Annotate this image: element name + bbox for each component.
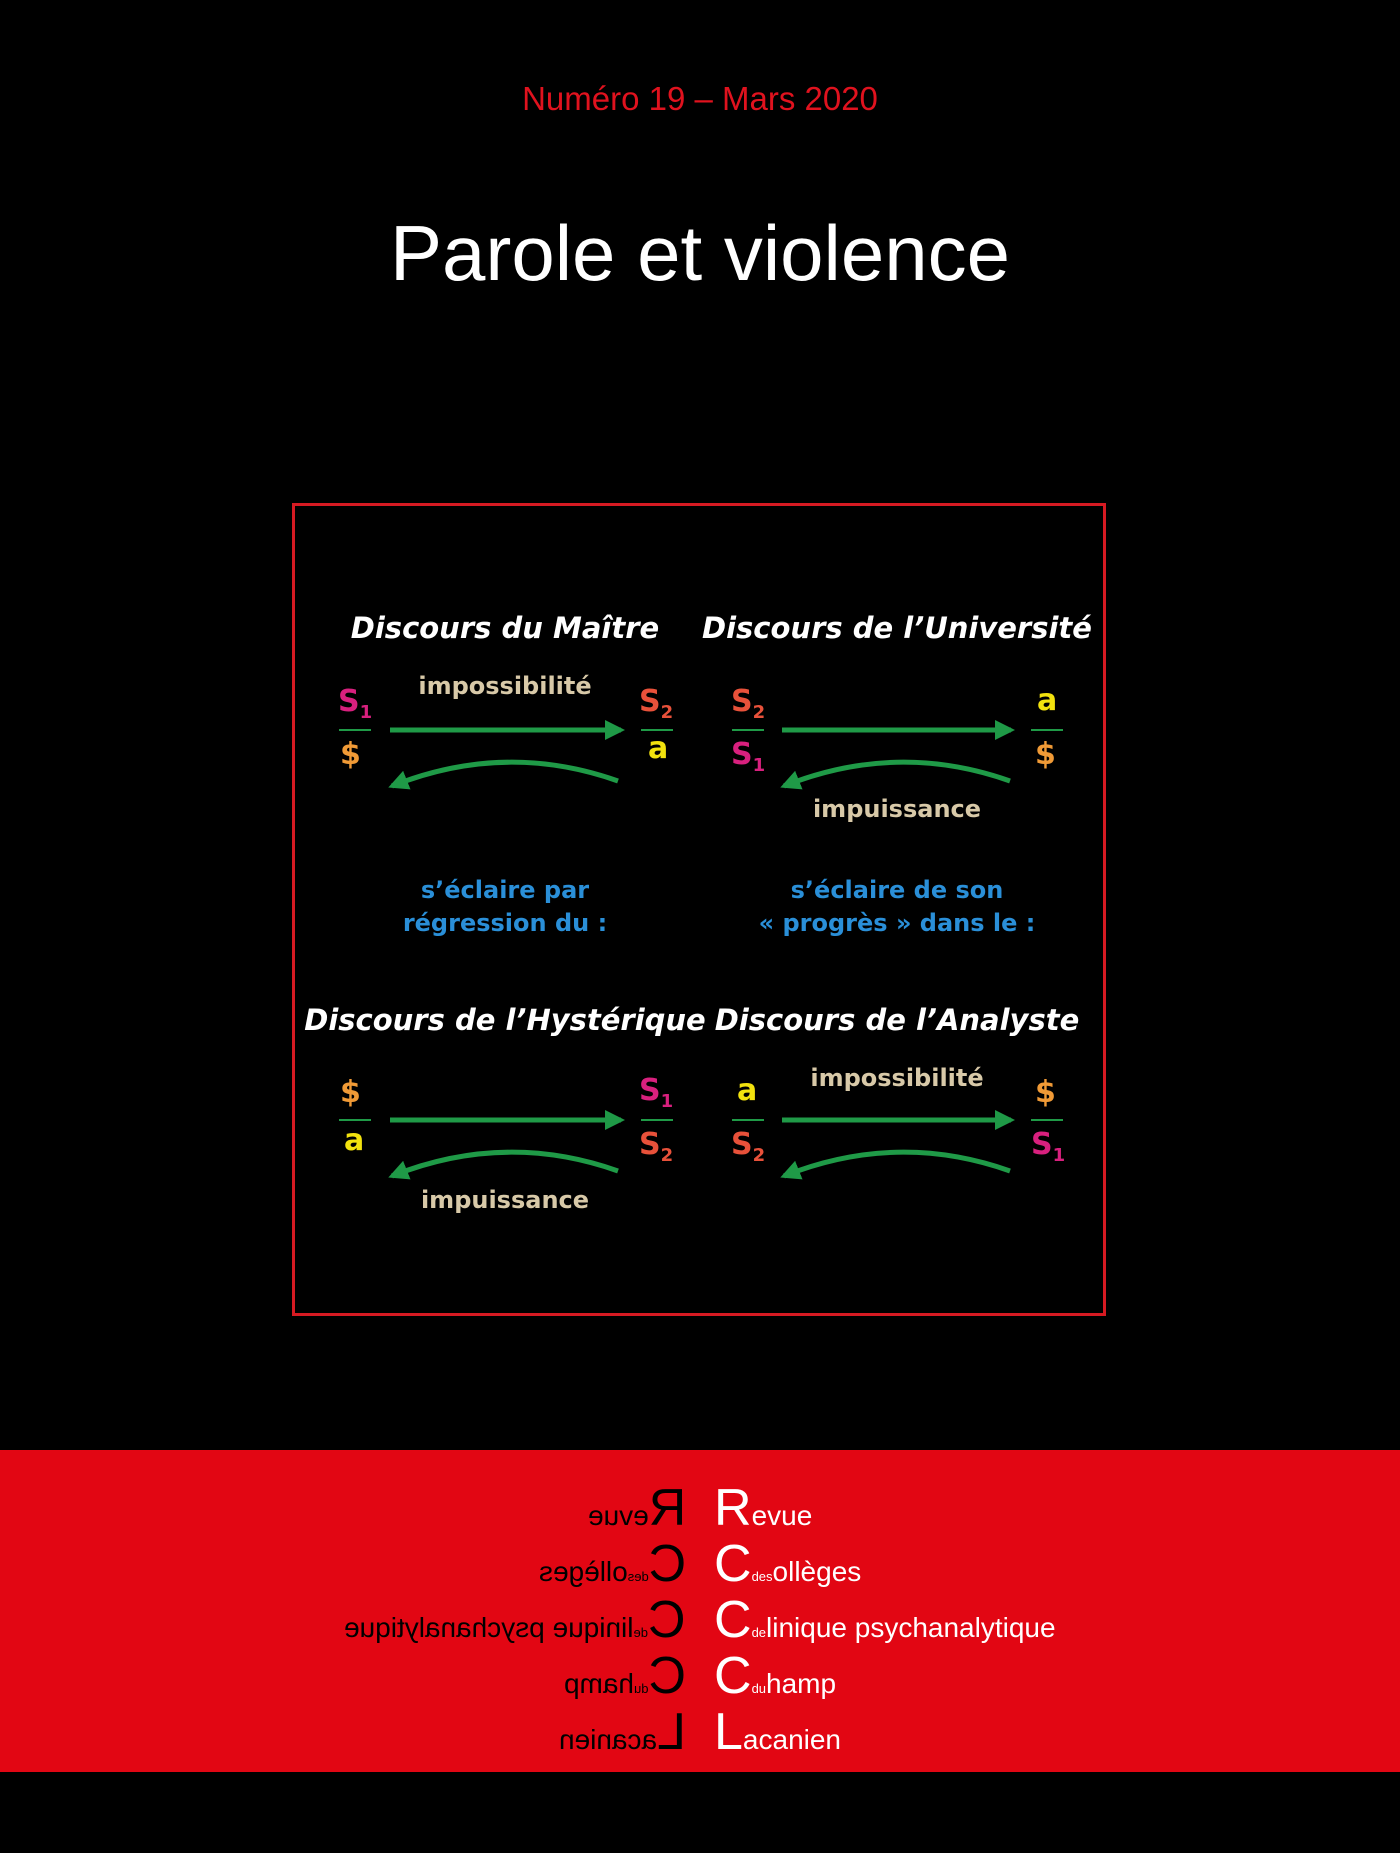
master-S1: $S_1$ xyxy=(338,684,373,723)
analyst-label: impossibilité xyxy=(810,1064,984,1092)
logo-particle: de xyxy=(633,1625,649,1640)
logo-text-mirrored xyxy=(344,1592,686,1648)
logo-initial: C xyxy=(714,1591,752,1649)
logo-particle: de xyxy=(751,1625,767,1640)
hysteric-arrow-bottom xyxy=(392,1152,618,1176)
logo-row xyxy=(0,1536,1400,1592)
hysteric-barred-s: $ xyxy=(340,1075,361,1110)
logo-particle: du xyxy=(633,1681,649,1696)
analyst-arrow-bottom xyxy=(784,1152,1010,1176)
logo-initial: L xyxy=(657,1703,686,1761)
master-barred-s: $ xyxy=(340,737,361,772)
analyst-title: Discours de l’Analyste xyxy=(714,1003,1080,1037)
university-S1: $S_1$ xyxy=(731,737,766,776)
logo-initial: R xyxy=(714,1479,752,1537)
hysteric-label: impuissance xyxy=(420,1186,590,1214)
analyst-S1: $S_1$ xyxy=(1031,1127,1066,1166)
university-title: Discours de l’Université xyxy=(702,611,1092,645)
logo-initial: C xyxy=(714,1535,752,1593)
cover-title: Parole et violence xyxy=(389,209,1011,297)
analyst-S2: $S_2$ xyxy=(731,1127,766,1166)
logo-mirror xyxy=(0,1536,686,1592)
logo-row xyxy=(0,1592,1400,1648)
logo-particle: des xyxy=(627,1569,649,1584)
logo-particle: du xyxy=(751,1681,767,1696)
logo-text xyxy=(714,1648,836,1704)
logo-mirror xyxy=(0,1480,686,1536)
link-left-line2: régression du : xyxy=(402,909,608,937)
logo-initial: C xyxy=(648,1647,686,1705)
hysteric-title: Discours de l’Hystérique xyxy=(304,1003,706,1037)
logo-initial: L xyxy=(714,1703,743,1761)
discourse-diagram-svg xyxy=(295,506,1103,1313)
logo-word: hamp xyxy=(563,1668,634,1699)
logo-word: evue xyxy=(751,1500,813,1531)
logo-band xyxy=(0,1450,1400,1772)
university-barred-s: $ xyxy=(1035,737,1056,772)
logo-word: acanien xyxy=(742,1724,842,1755)
logo-text-mirrored xyxy=(588,1480,686,1536)
master-title: Discours du Maître xyxy=(350,611,660,645)
logo-particle: des xyxy=(751,1569,773,1584)
logo-text xyxy=(714,1592,1056,1648)
logo-word: linique psychanalytique xyxy=(766,1612,1056,1643)
logo-word: acanien xyxy=(558,1724,658,1755)
logo-text xyxy=(714,1536,861,1592)
master-arrow-bottom xyxy=(392,762,618,786)
logo-word: hamp xyxy=(766,1668,837,1699)
university-S2: $S_2$ xyxy=(731,684,766,723)
logo-initial: C xyxy=(714,1647,752,1705)
logo-mirror xyxy=(0,1648,686,1704)
analyst-a: a xyxy=(737,1073,758,1108)
logo-mirror xyxy=(0,1592,686,1648)
logo-initial: C xyxy=(648,1535,686,1593)
logo-initial: C xyxy=(648,1591,686,1649)
discourse-diagram xyxy=(292,503,1106,1316)
logo-mirror xyxy=(0,1704,686,1760)
university-label: impuissance xyxy=(812,795,982,823)
logo-word: ollèges xyxy=(538,1556,628,1587)
link-left-line1: s’éclaire par xyxy=(420,876,590,904)
link-right-line1: s’éclaire de son xyxy=(790,876,1004,904)
logo-text-mirrored xyxy=(559,1704,686,1760)
logo-text xyxy=(714,1704,841,1760)
master-a: a xyxy=(648,731,669,766)
hysteric-a: a xyxy=(344,1123,365,1158)
master-S2: $S_2$ xyxy=(639,684,674,723)
logo-text xyxy=(714,1480,812,1536)
master-label: impossibilité xyxy=(418,672,592,700)
logo-text-mirrored xyxy=(539,1536,686,1592)
logo-word: ollèges xyxy=(772,1556,862,1587)
hysteric-S1: $S_1$ xyxy=(639,1073,674,1112)
analyst-barred-s: $ xyxy=(1035,1075,1056,1110)
logo-row xyxy=(0,1648,1400,1704)
link-right-line2: « progrès » dans le : xyxy=(758,909,1036,937)
logo-initial: R xyxy=(648,1479,686,1537)
university-a: a xyxy=(1037,683,1058,718)
issue-label: Numéro 19 – Mars 2020 xyxy=(522,80,878,117)
hysteric-S2: $S_2$ xyxy=(639,1127,674,1166)
logo-word: evue xyxy=(587,1500,649,1531)
university-arrow-bottom xyxy=(784,762,1010,786)
logo-word: linique psychanalytique xyxy=(344,1612,634,1643)
logo-text-mirrored xyxy=(564,1648,686,1704)
logo-row xyxy=(0,1704,1400,1760)
logo-row xyxy=(0,1480,1400,1536)
